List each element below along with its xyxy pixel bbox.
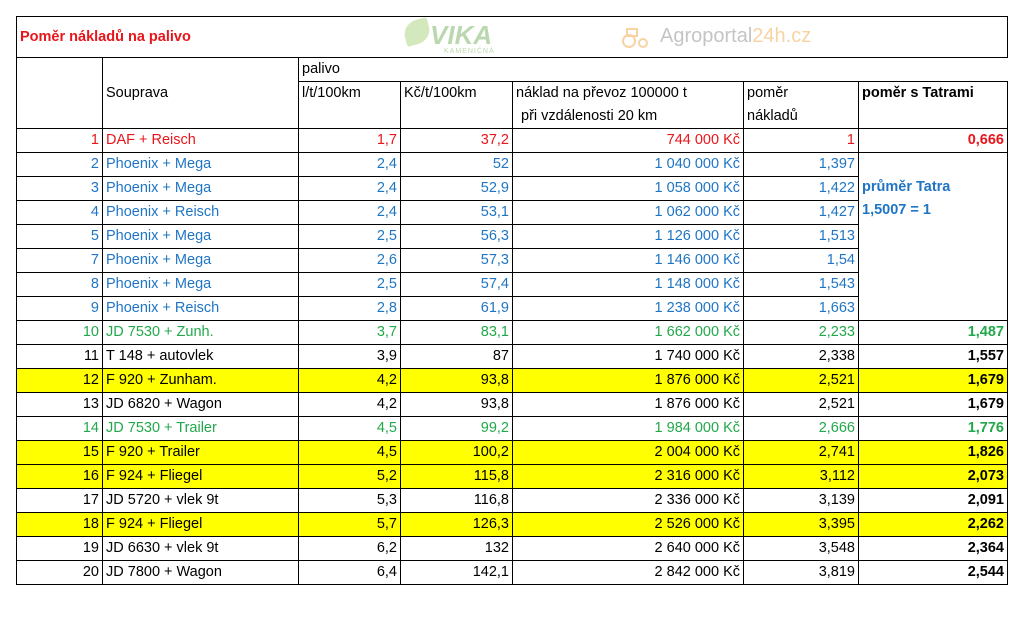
row-pomer: 1,663	[744, 297, 859, 321]
row-naklad: 2 640 000 Kč	[513, 537, 744, 561]
header-empty-name-3	[103, 105, 299, 129]
row-pomer: 1,427	[744, 201, 859, 225]
fuel-cost-table	[16, 16, 1008, 585]
header-empty-tatra	[859, 105, 1008, 129]
row-pomer: 2,233	[744, 321, 859, 345]
row-kc-t-100km: 56,3	[401, 225, 513, 249]
row-pomer-tatra: 2,091	[859, 489, 1008, 513]
row-pomer: 2,338	[744, 345, 859, 369]
header-empty-name	[103, 58, 299, 82]
row-index: 4	[17, 201, 103, 225]
row-index: 16	[17, 465, 103, 489]
row-souprava: Phoenix + Mega	[103, 153, 299, 177]
row-souprava: Phoenix + Mega	[103, 273, 299, 297]
row-pomer: 1,54	[744, 249, 859, 273]
row-pomer: 1,513	[744, 225, 859, 249]
vika-logo-word: VIKA	[430, 20, 493, 50]
row-souprava: JD 5720 + vlek 9t	[103, 489, 299, 513]
row-index: 3	[17, 177, 103, 201]
header-naklad-line2: při vzdálenosti 20 km	[513, 105, 744, 129]
row-pomer: 2,521	[744, 393, 859, 417]
row-index: 8	[17, 273, 103, 297]
row-souprava: F 920 + Zunham.	[103, 369, 299, 393]
table-row	[17, 537, 1008, 561]
row-souprava: F 920 + Trailer	[103, 441, 299, 465]
row-l-t-100km: 2,6	[299, 249, 401, 273]
header-pomer-line2: nákladů	[744, 105, 859, 129]
header-row-3	[17, 105, 1008, 129]
row-naklad: 1 058 000 Kč	[513, 177, 744, 201]
tatra-average-note	[859, 153, 1008, 321]
row-kc-t-100km: 99,2	[401, 417, 513, 441]
leaf-icon	[401, 17, 432, 47]
row-kc-t-100km: 142,1	[401, 561, 513, 585]
row-kc-t-100km: 115,8	[401, 465, 513, 489]
table-row	[17, 465, 1008, 489]
row-souprava: JD 7800 + Wagon	[103, 561, 299, 585]
row-naklad: 1 040 000 Kč	[513, 153, 744, 177]
row-naklad: 1 876 000 Kč	[513, 369, 744, 393]
page-title: Poměr nákladů na palivo	[17, 17, 1008, 58]
row-naklad: 744 000 Kč	[513, 129, 744, 153]
row-souprava: Phoenix + Mega	[103, 249, 299, 273]
row-l-t-100km: 6,2	[299, 537, 401, 561]
row-pomer-tatra: 2,364	[859, 537, 1008, 561]
row-naklad: 2 336 000 Kč	[513, 489, 744, 513]
row-souprava: JD 7530 + Zunh.	[103, 321, 299, 345]
row-index: 10	[17, 321, 103, 345]
row-l-t-100km: 4,2	[299, 369, 401, 393]
table-row	[17, 441, 1008, 465]
row-l-t-100km: 2,4	[299, 177, 401, 201]
row-pomer-tatra: 1,487	[859, 321, 1008, 345]
row-l-t-100km: 1,7	[299, 129, 401, 153]
row-l-t-100km: 3,7	[299, 321, 401, 345]
row-index: 15	[17, 441, 103, 465]
row-l-t-100km: 5,3	[299, 489, 401, 513]
header-pomer-tatra: poměr s Tatrami	[859, 82, 1008, 106]
header-l-t-100km: l/t/100km	[299, 82, 401, 106]
row-kc-t-100km: 116,8	[401, 489, 513, 513]
vika-logo	[404, 18, 494, 54]
row-kc-t-100km: 93,8	[401, 369, 513, 393]
row-l-t-100km: 5,7	[299, 513, 401, 537]
title-row	[17, 17, 1008, 58]
row-pomer-tatra: 1,776	[859, 417, 1008, 441]
row-naklad: 1 876 000 Kč	[513, 393, 744, 417]
row-naklad: 1 984 000 Kč	[513, 417, 744, 441]
row-kc-t-100km: 61,9	[401, 297, 513, 321]
row-souprava: F 924 + Fliegel	[103, 513, 299, 537]
agroportal-suffix: 24h.cz	[752, 25, 812, 47]
row-l-t-100km: 2,4	[299, 201, 401, 225]
header-naklad-line1: náklad na převoz 100000 t	[513, 82, 744, 106]
row-naklad: 1 146 000 Kč	[513, 249, 744, 273]
row-naklad: 1 238 000 Kč	[513, 297, 744, 321]
table-row	[17, 369, 1008, 393]
row-souprava: Phoenix + Mega	[103, 225, 299, 249]
row-index: 7	[17, 249, 103, 273]
row-souprava: Phoenix + Reisch	[103, 297, 299, 321]
spreadsheet-area	[16, 16, 1008, 585]
row-index: 14	[17, 417, 103, 441]
header-empty-idx-3	[17, 105, 103, 129]
row-kc-t-100km: 53,1	[401, 201, 513, 225]
row-pomer: 2,666	[744, 417, 859, 441]
row-souprava: DAF + Reisch	[103, 129, 299, 153]
row-naklad: 2 526 000 Kč	[513, 513, 744, 537]
row-index: 18	[17, 513, 103, 537]
row-pomer: 3,395	[744, 513, 859, 537]
row-pomer-tatra: 1,679	[859, 393, 1008, 417]
row-index: 1	[17, 129, 103, 153]
row-l-t-100km: 2,4	[299, 153, 401, 177]
tatra-note-line2: 1,5007 = 1	[862, 202, 931, 218]
header-empty-l	[299, 105, 401, 129]
row-l-t-100km: 3,9	[299, 345, 401, 369]
row-kc-t-100km: 100,2	[401, 441, 513, 465]
row-pomer: 3,548	[744, 537, 859, 561]
row-kc-t-100km: 37,2	[401, 129, 513, 153]
row-kc-t-100km: 126,3	[401, 513, 513, 537]
row-naklad: 1 148 000 Kč	[513, 273, 744, 297]
row-kc-t-100km: 132	[401, 537, 513, 561]
table-row	[17, 393, 1008, 417]
row-kc-t-100km: 83,1	[401, 321, 513, 345]
header-empty-idx	[17, 58, 103, 82]
header-pomer-line1: poměr	[744, 82, 859, 106]
row-index: 11	[17, 345, 103, 369]
vika-logo-sub: KAMENIČNÁ	[444, 48, 495, 55]
header-palivo: palivo	[299, 58, 1008, 82]
header-empty-idx-2	[17, 82, 103, 106]
row-naklad: 1 062 000 Kč	[513, 201, 744, 225]
row-pomer: 1	[744, 129, 859, 153]
row-pomer: 3,112	[744, 465, 859, 489]
table-row	[17, 561, 1008, 585]
row-pomer-tatra: 1,826	[859, 441, 1008, 465]
row-pomer-tatra: 2,262	[859, 513, 1008, 537]
row-pomer-tatra: 0,666	[859, 129, 1008, 153]
tractor-icon	[622, 26, 648, 48]
row-pomer-tatra: 2,073	[859, 465, 1008, 489]
row-kc-t-100km: 52,9	[401, 177, 513, 201]
table-row	[17, 513, 1008, 537]
row-naklad: 1 662 000 Kč	[513, 321, 744, 345]
row-kc-t-100km: 57,4	[401, 273, 513, 297]
row-l-t-100km: 2,5	[299, 273, 401, 297]
row-l-t-100km: 2,8	[299, 297, 401, 321]
row-naklad: 1 740 000 Kč	[513, 345, 744, 369]
agroportal-logo-text	[660, 25, 811, 48]
row-naklad: 2 842 000 Kč	[513, 561, 744, 585]
row-l-t-100km: 2,5	[299, 225, 401, 249]
row-pomer: 3,819	[744, 561, 859, 585]
tatra-note-line1: průměr Tatra	[862, 179, 951, 195]
row-pomer-tatra: 1,557	[859, 345, 1008, 369]
row-souprava: JD 6630 + vlek 9t	[103, 537, 299, 561]
row-pomer: 1,397	[744, 153, 859, 177]
header-kc-t-100km: Kč/t/100km	[401, 82, 513, 106]
row-index: 13	[17, 393, 103, 417]
table-row	[17, 489, 1008, 513]
row-index: 5	[17, 225, 103, 249]
row-pomer: 2,521	[744, 369, 859, 393]
row-l-t-100km: 4,2	[299, 393, 401, 417]
row-l-t-100km: 4,5	[299, 441, 401, 465]
header-souprava: Souprava	[103, 82, 299, 106]
row-souprava: JD 6820 + Wagon	[103, 393, 299, 417]
row-index: 17	[17, 489, 103, 513]
row-pomer-tatra: 2,544	[859, 561, 1008, 585]
row-l-t-100km: 4,5	[299, 417, 401, 441]
table-row	[17, 129, 1008, 153]
row-l-t-100km: 6,4	[299, 561, 401, 585]
row-souprava: F 924 + Fliegel	[103, 465, 299, 489]
row-naklad: 2 316 000 Kč	[513, 465, 744, 489]
row-index: 2	[17, 153, 103, 177]
row-souprava: JD 7530 + Trailer	[103, 417, 299, 441]
header-row-1	[17, 58, 1008, 82]
row-souprava: Phoenix + Mega	[103, 177, 299, 201]
table-row	[17, 153, 1008, 177]
row-souprava: T 148 + autovlek	[103, 345, 299, 369]
agroportal-word: Agroportal	[660, 25, 753, 47]
row-index: 9	[17, 297, 103, 321]
row-kc-t-100km: 87	[401, 345, 513, 369]
table-row	[17, 417, 1008, 441]
row-naklad: 1 126 000 Kč	[513, 225, 744, 249]
row-pomer: 1,422	[744, 177, 859, 201]
row-pomer: 2,741	[744, 441, 859, 465]
row-kc-t-100km: 52	[401, 153, 513, 177]
row-naklad: 2 004 000 Kč	[513, 441, 744, 465]
row-pomer: 1,543	[744, 273, 859, 297]
row-l-t-100km: 5,2	[299, 465, 401, 489]
header-empty-kc	[401, 105, 513, 129]
table-row	[17, 321, 1008, 345]
row-souprava: Phoenix + Reisch	[103, 201, 299, 225]
row-pomer: 3,139	[744, 489, 859, 513]
row-kc-t-100km: 57,3	[401, 249, 513, 273]
row-pomer-tatra: 1,679	[859, 369, 1008, 393]
table-row	[17, 345, 1008, 369]
row-kc-t-100km: 93,8	[401, 393, 513, 417]
row-index: 20	[17, 561, 103, 585]
row-index: 12	[17, 369, 103, 393]
row-index: 19	[17, 537, 103, 561]
header-row-2	[17, 82, 1008, 106]
